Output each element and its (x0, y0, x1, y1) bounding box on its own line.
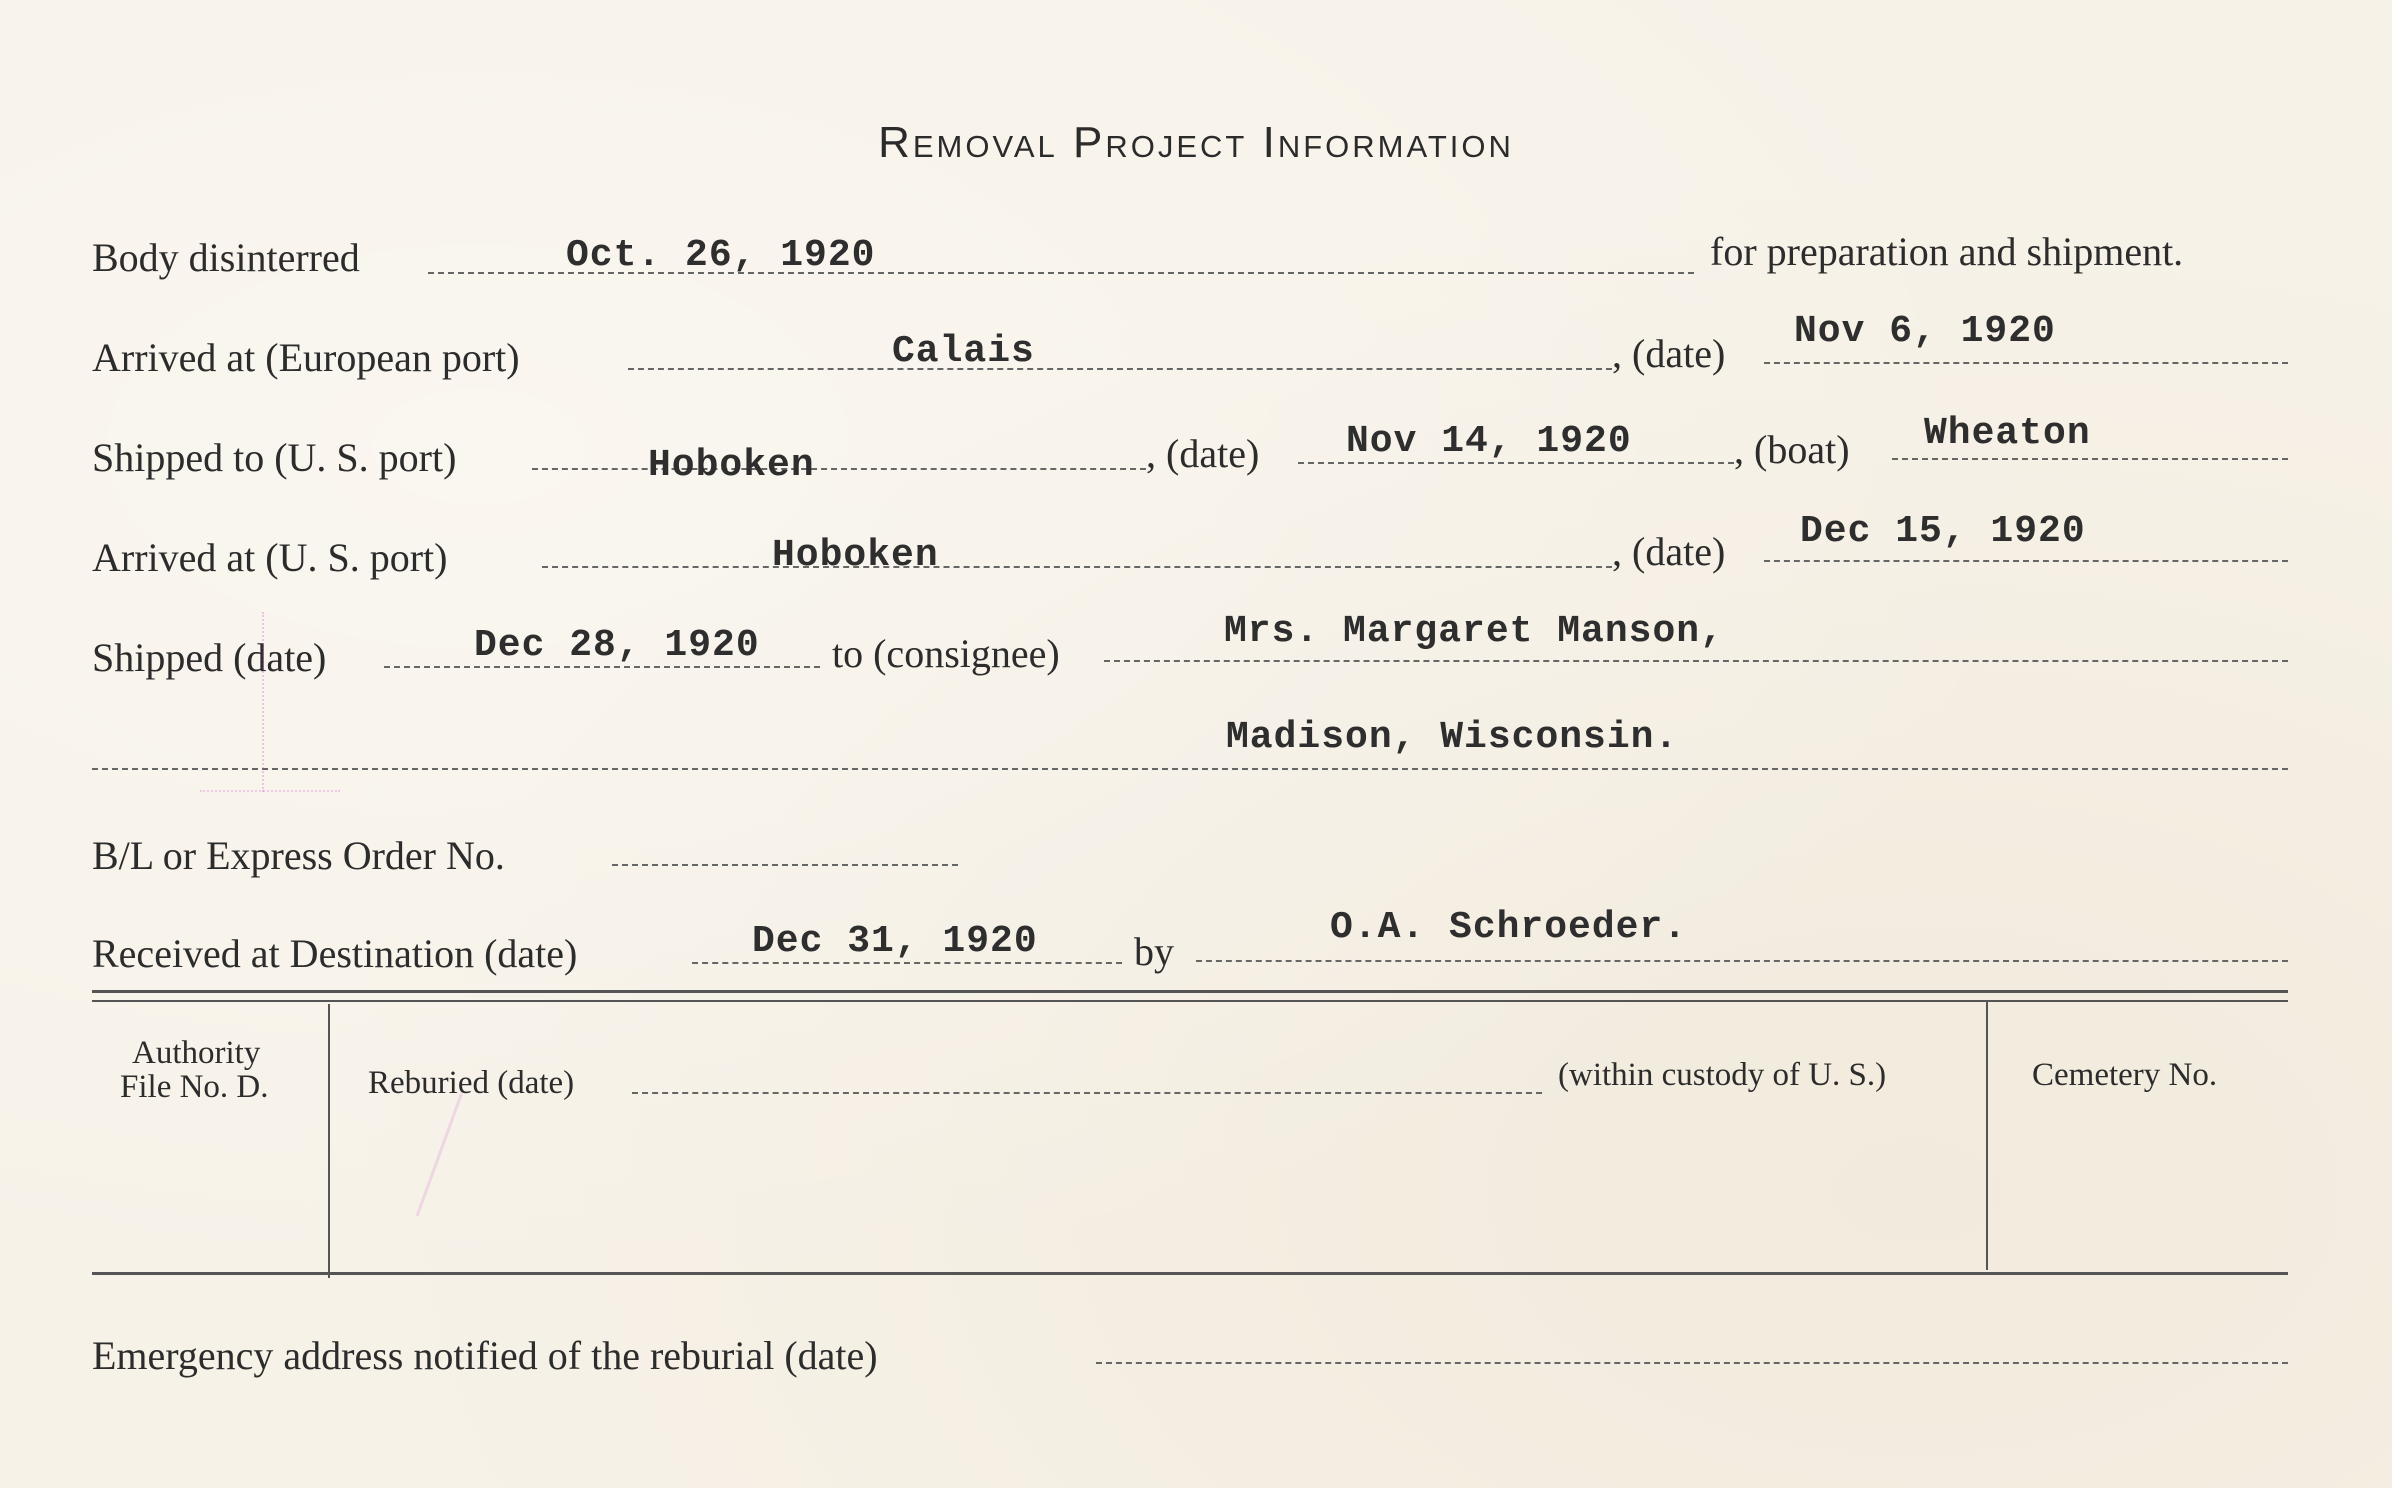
card-title: Removal Project Information (878, 118, 1514, 167)
shipped-date-value: Dec 28, 1920 (474, 624, 760, 667)
shipped-us-date-label: , (date) (1146, 431, 1260, 476)
shipped-us-boat-label: , (boat) (1734, 427, 1850, 472)
body-disinterred-label: Body disinterred (92, 235, 360, 280)
bl-order-label: B/L or Express Order No. (92, 833, 505, 878)
faded-stamp-mark-2 (200, 790, 340, 852)
box-bottom-rule (92, 1272, 2288, 1275)
arrived-us-value: Hoboken (772, 534, 939, 577)
body-disinterred-suffix: for preparation and shipment. (1710, 229, 2184, 274)
arrived-european-line (628, 368, 1612, 370)
shipped-date-label: Shipped (date) (92, 635, 327, 680)
consignee-value-line-1: Mrs. Margaret Manson, (1224, 610, 1724, 653)
body-disinterred-value: Oct. 26, 1920 (566, 234, 876, 277)
consignee-value-line-2: Madison, Wisconsin. (1226, 716, 1679, 759)
consignee-line-2 (92, 768, 2288, 770)
arrived-european-date-line (1764, 362, 2288, 364)
cemetery-label: Cemetery No. (2032, 1057, 2218, 1093)
received-label: Received at Destination (date) (92, 931, 578, 976)
arrived-us-date-value: Dec 15, 1920 (1800, 510, 2086, 553)
received-by-line (1196, 960, 2288, 962)
consignee-line-1 (1104, 660, 2288, 662)
arrived-european-date-value: Nov 6, 1920 (1794, 310, 2056, 353)
arrived-us-label: Arrived at (U. S. port) (92, 535, 448, 580)
arrived-us-date-line (1764, 560, 2288, 562)
shipped-us-date-value: Nov 14, 1920 (1346, 420, 1632, 463)
reburied-line (632, 1092, 1542, 1094)
received-by-label: by (1134, 929, 1174, 974)
bl-order-line (612, 864, 958, 866)
arrived-us-line (542, 566, 1612, 568)
shipped-us-boat-line (1892, 458, 2288, 460)
custody-label: (within custody of U. S.) (1558, 1057, 1887, 1093)
received-by-value: O.A. Schroeder. (1330, 906, 1688, 949)
authority-label-line2: File No. D. (120, 1069, 269, 1105)
arrived-european-date-label: , (date) (1612, 331, 1726, 376)
emergency-line (1096, 1362, 2288, 1364)
faded-stamp-mark-3 (416, 1093, 520, 1237)
arrived-us-date-label: , (date) (1612, 529, 1726, 574)
top-double-rule-2 (92, 1000, 2288, 1002)
faded-stamp-mark (262, 612, 354, 792)
box-divider-right (1986, 1000, 1988, 1270)
received-value: Dec 31, 1920 (752, 920, 1038, 963)
shipped-us-label: Shipped to (U. S. port) (92, 435, 457, 480)
reburied-label: Reburied (date) (368, 1065, 575, 1101)
arrived-european-value: Calais (892, 330, 1035, 373)
box-divider-left (328, 1004, 330, 1278)
shipped-us-value: Hoboken (648, 444, 815, 487)
authority-label-line1: Authority (132, 1035, 261, 1071)
emergency-label: Emergency address notified of the reburial (date) (92, 1333, 878, 1378)
consignee-label: to (consignee) (832, 631, 1060, 676)
arrived-european-label: Arrived at (European port) (92, 335, 520, 380)
top-double-rule-1 (92, 990, 2288, 993)
shipped-us-line (532, 468, 1146, 470)
shipped-us-boat-value: Wheaton (1924, 412, 2091, 455)
